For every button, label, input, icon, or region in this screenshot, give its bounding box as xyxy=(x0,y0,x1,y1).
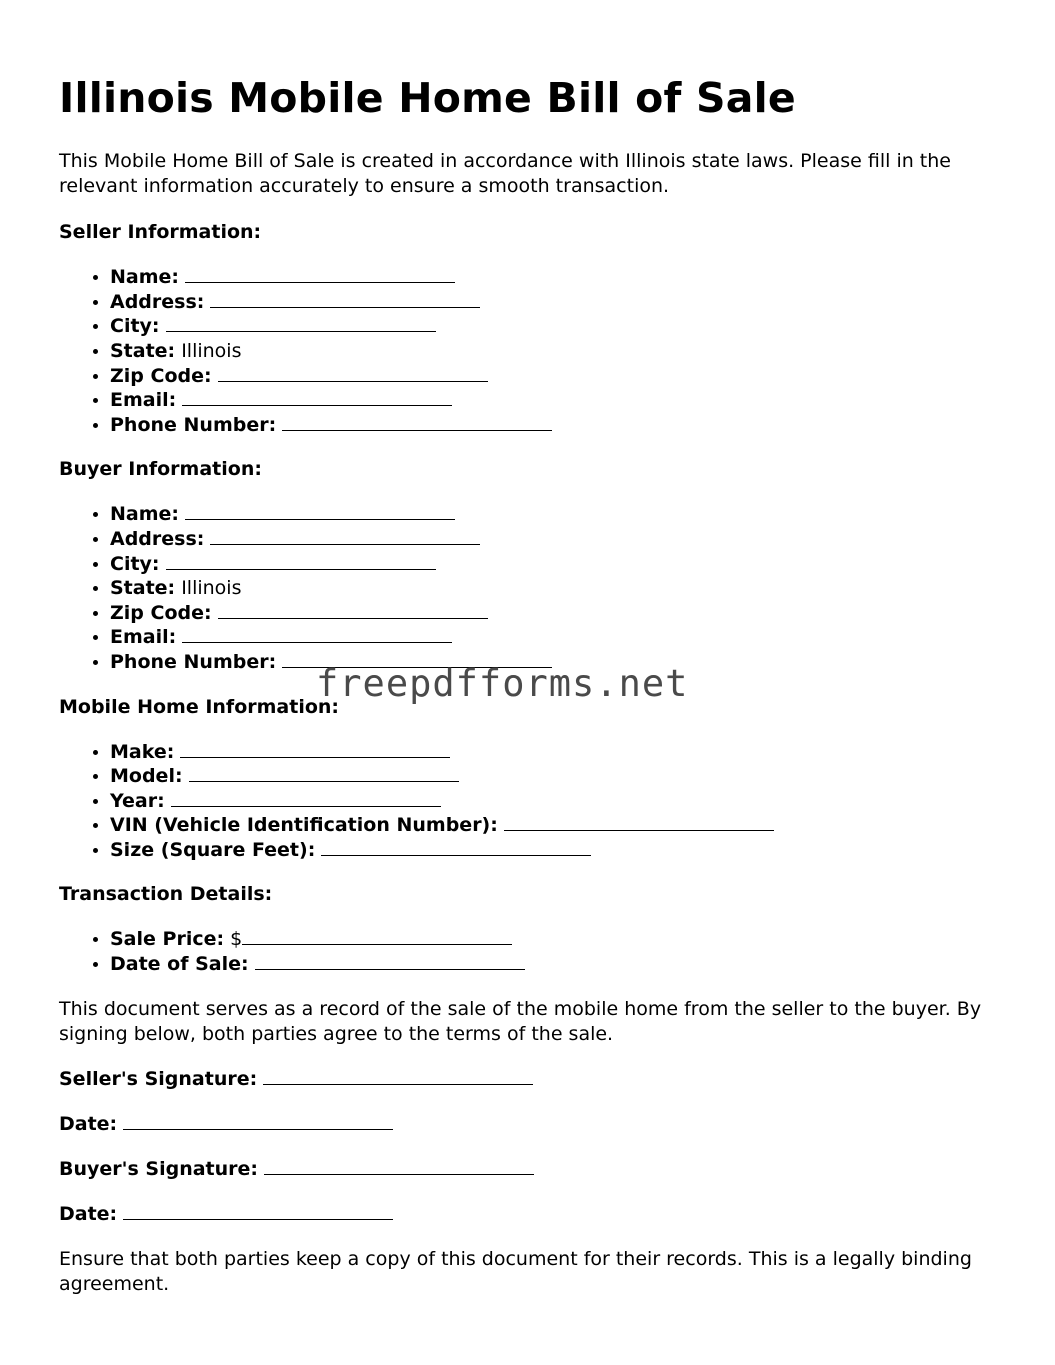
seller-city-blank[interactable] xyxy=(166,315,436,332)
document-page xyxy=(59,74,999,1297)
sale-date-field: • Date of Sale: xyxy=(110,952,999,977)
seller-date-field: Date: xyxy=(59,1112,999,1137)
seller-signature-blank[interactable] xyxy=(263,1068,533,1085)
buyer-zip-field: • Zip Code: xyxy=(110,601,999,626)
home-size-field: • Size (Square Feet): xyxy=(110,838,999,863)
home-section-heading: Mobile Home Information: xyxy=(59,695,340,718)
footer-paragraph: Ensure that both parties keep a copy of this document for their records. This is a legally binding agreement. xyxy=(59,1247,972,1295)
record-paragraph: This document serves as a record of the sale of the mobile home from the seller to the buyer. By signing below, both parties agree to the terms of the sale. xyxy=(59,997,982,1045)
home-make-blank[interactable] xyxy=(180,741,450,758)
home-model-blank[interactable] xyxy=(189,765,459,782)
seller-phone-field: • Phone Number: xyxy=(110,413,999,438)
transaction-section-heading: Transaction Details: xyxy=(59,883,273,906)
home-size-blank[interactable] xyxy=(321,839,591,856)
buyer-state-value: Illinois xyxy=(181,577,242,600)
buyer-city-field: • City: xyxy=(110,552,999,577)
home-make-field: • Make: xyxy=(110,740,999,765)
watermark-text: freepdfforms.net xyxy=(316,662,689,705)
home-vin-field: • VIN (Vehicle Identification Number): xyxy=(110,813,999,838)
buyer-signature-field: Buyer's Signature: xyxy=(59,1157,999,1182)
currency-symbol: $ xyxy=(230,928,243,951)
buyer-name-blank[interactable] xyxy=(185,503,455,520)
buyer-email-field: • Email: xyxy=(110,625,999,650)
buyer-city-blank[interactable] xyxy=(166,553,436,570)
seller-signature-field: Seller's Signature: xyxy=(59,1067,999,1092)
seller-fields-list xyxy=(59,265,999,437)
sale-price-field: • Sale Price: $ xyxy=(110,927,999,952)
home-model-field: • Model: xyxy=(110,764,999,789)
buyer-date-blank[interactable] xyxy=(123,1203,393,1220)
seller-address-field: • Address: xyxy=(110,290,999,315)
seller-name-blank[interactable] xyxy=(185,266,455,283)
seller-date-blank[interactable] xyxy=(123,1113,393,1130)
buyer-state-field: • State: Illinois xyxy=(110,576,999,601)
seller-state-value: Illinois xyxy=(181,339,242,362)
seller-zip-field: • Zip Code: xyxy=(110,364,999,389)
seller-section-heading: Seller Information: xyxy=(59,221,262,244)
buyer-signature-blank[interactable] xyxy=(264,1158,534,1175)
seller-address-blank[interactable] xyxy=(210,291,480,308)
sale-price-blank[interactable] xyxy=(242,928,512,945)
buyer-zip-blank[interactable] xyxy=(218,602,488,619)
seller-name-field: • Name: xyxy=(110,265,999,290)
buyer-phone-blank[interactable] xyxy=(282,651,552,668)
buyer-name-field: • Name: xyxy=(110,502,999,527)
seller-city-field: • City: xyxy=(110,314,999,339)
home-year-field: • Year: xyxy=(110,789,999,814)
page-title: Illinois Mobile Home Bill of Sale xyxy=(59,74,796,122)
home-vin-blank[interactable] xyxy=(504,814,774,831)
home-fields-list xyxy=(59,740,999,863)
buyer-email-blank[interactable] xyxy=(182,626,452,643)
seller-email-field: • Email: xyxy=(110,388,999,413)
buyer-phone-field: • Phone Number: xyxy=(110,650,999,675)
seller-state-field: • State: Illinois xyxy=(110,339,999,364)
seller-email-blank[interactable] xyxy=(182,389,452,406)
seller-zip-blank[interactable] xyxy=(218,365,488,382)
buyer-fields-list xyxy=(59,502,999,674)
buyer-date-field: Date: xyxy=(59,1202,999,1227)
sale-date-blank[interactable] xyxy=(255,953,525,970)
transaction-fields-list xyxy=(59,927,999,976)
buyer-section-heading: Buyer Information: xyxy=(59,458,262,481)
seller-phone-blank[interactable] xyxy=(282,414,552,431)
home-year-blank[interactable] xyxy=(171,790,441,807)
buyer-address-field: • Address: xyxy=(110,527,999,552)
buyer-address-blank[interactable] xyxy=(210,528,480,545)
intro-paragraph: This Mobile Home Bill of Sale is created in accordance with Illinois state laws. Please fill in the relevant information accurately to ensure a smooth transaction. xyxy=(59,150,951,198)
